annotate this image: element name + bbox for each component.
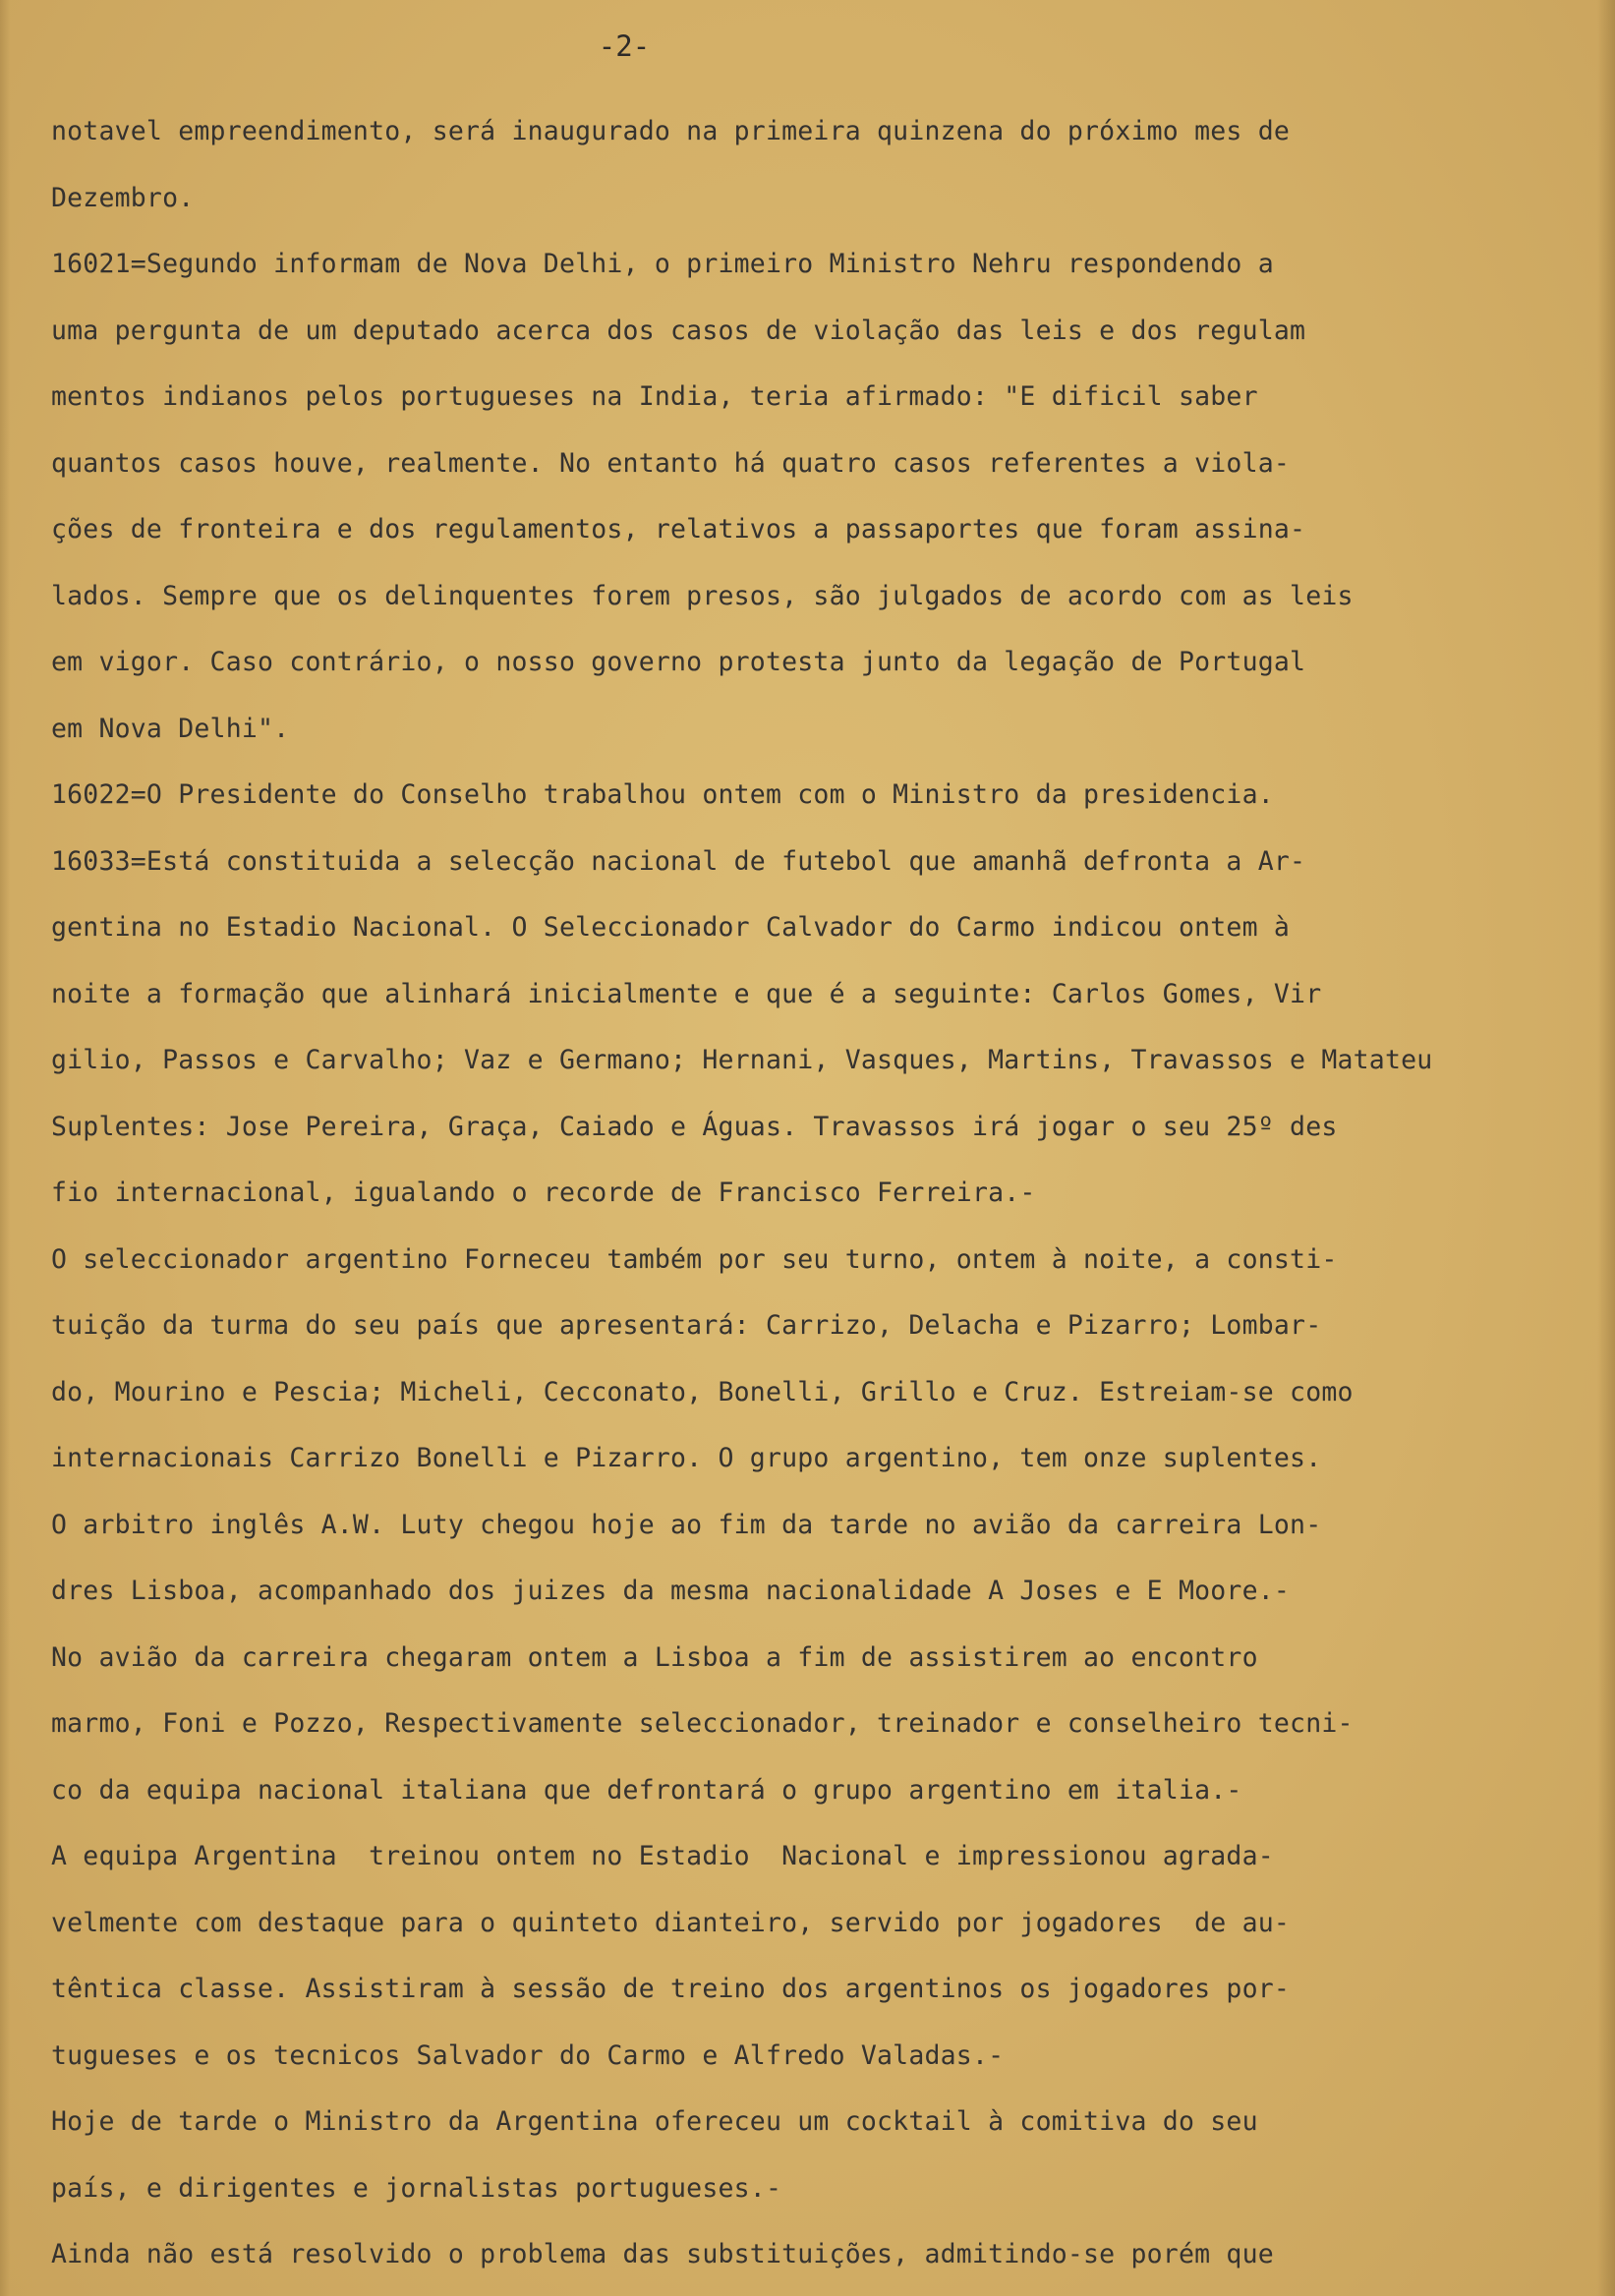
text-line: 16021=Segundo informam de Nova Delhi, o primeiro Ministro Nehru respondendo a (51, 249, 1274, 279)
text-line: No avião da carreira chegaram ontem a Lisboa a fim de assistirem ao encontro (51, 1641, 1258, 1673)
text-line: internacionais Carrizo Bonelli e Pizarro. O grupo argentino, tem onze suplentes. (51, 1443, 1322, 1473)
text-line: quantos casos houve, realmente. No entanto há quatro casos referentes a viola- (51, 447, 1291, 479)
text-line: gentina no Estadio Nacional. O Seleccionador Calvador do Carmo indicou ontem à (51, 912, 1291, 943)
text-line: marmo, Foni e Pozzo, Respectivamente seleccionador, treinador e conselheiro tecni- (51, 1708, 1354, 1739)
text-line: ções de fronteira e dos regulamentos, relativos a passaportes que foram assina- (51, 514, 1306, 545)
text-line: noite a formação que alinhará inicialmente e que é a seguinte: Carlos Gomes, Vir (51, 978, 1322, 1009)
paper-edge-left (0, 0, 10, 2296)
paper-edge-right (1597, 0, 1615, 2296)
text-line: em vigor. Caso contrário, o nosso governo protesta junto da legação de Portugal (51, 647, 1306, 677)
text-line: velmente com destaque para o quinteto dianteiro, servido por jogadores de au- (51, 1907, 1291, 1938)
text-line: tuição da turma do seu país que apresentará: Carrizo, Delacha e Pizarro; Lombar- (51, 1310, 1322, 1341)
text-line: O arbitro inglês A.W. Luty chegou hoje ao fim da tarde no avião da carreira Lon- (51, 1509, 1322, 1540)
text-line: A equipa Argentina treinou ontem no Estadio Nacional e impressionou agrada- (51, 1841, 1274, 1871)
text-line: tugueses e os tecnicos Salvador do Carmo e Alfredo Valadas.- (51, 2039, 1005, 2071)
text-line: mentos indianos pelos portugueses na India, teria afirmado: "E dificil saber (51, 381, 1258, 412)
text-line: dres Lisboa, acompanhado dos juizes da mesma nacionalidade A Joses e E Moore.- (51, 1576, 1291, 1606)
text-line: do, Mourino e Pescia; Micheli, Cecconato, Bonelli, Grillo e Cruz. Estreiam-se como (51, 1376, 1354, 1407)
text-line: em Nova Delhi". (51, 713, 290, 744)
text-line: uma pergunta de um deputado acerca dos casos de violação das leis e dos regulam (51, 315, 1306, 346)
text-line: lados. Sempre que os delinquentes forem presos, são julgados de acordo com as leis (51, 580, 1354, 611)
text-line: Dezembro. (51, 182, 195, 213)
text-line: Suplentes: Jose Pereira, Graça, Caiado e Águas. Travassos irá jogar o seu 25º des (51, 1111, 1338, 1142)
text-line: gilio, Passos e Carvalho; Vaz e Germano; Hernani, Vasques, Martins, Travassos e Matateu (51, 1045, 1433, 1075)
text-line: têntica classe. Assistiram à sessão de treino dos argentinos os jogadores por- (51, 1974, 1291, 2004)
text-line: 16033=Está constituida a selecção nacional de futebol que amanhã defronta a Ar- (51, 845, 1306, 877)
page-number: -2- (598, 29, 651, 63)
text-line: país, e dirigentes e jornalistas portugueses.- (51, 2172, 782, 2204)
text-line: Hoje de tarde o Ministro da Argentina ofereceu um cocktail à comitiva do seu (51, 2106, 1258, 2137)
text-line: O seleccionador argentino Forneceu também por seu turno, ontem à noite, a consti- (51, 1243, 1338, 1275)
text-line: co da equipa nacional italiana que defrontará o grupo argentino em italia.- (51, 1774, 1242, 1806)
text-line: fio internacional, igualando o recorde de Francisco Ferreira.- (51, 1177, 1036, 1208)
text-line: Ainda não está resolvido o problema das substituições, admitindo-se porém que (51, 2239, 1274, 2269)
typewritten-text-body (51, 98, 1594, 2288)
text-line: 16022=O Presidente do Conselho trabalhou ontem com o Ministro da presidencia. (51, 779, 1274, 810)
text-line: notavel empreendimento, será inaugurado na primeira quinzena do próximo mes de (51, 116, 1291, 146)
